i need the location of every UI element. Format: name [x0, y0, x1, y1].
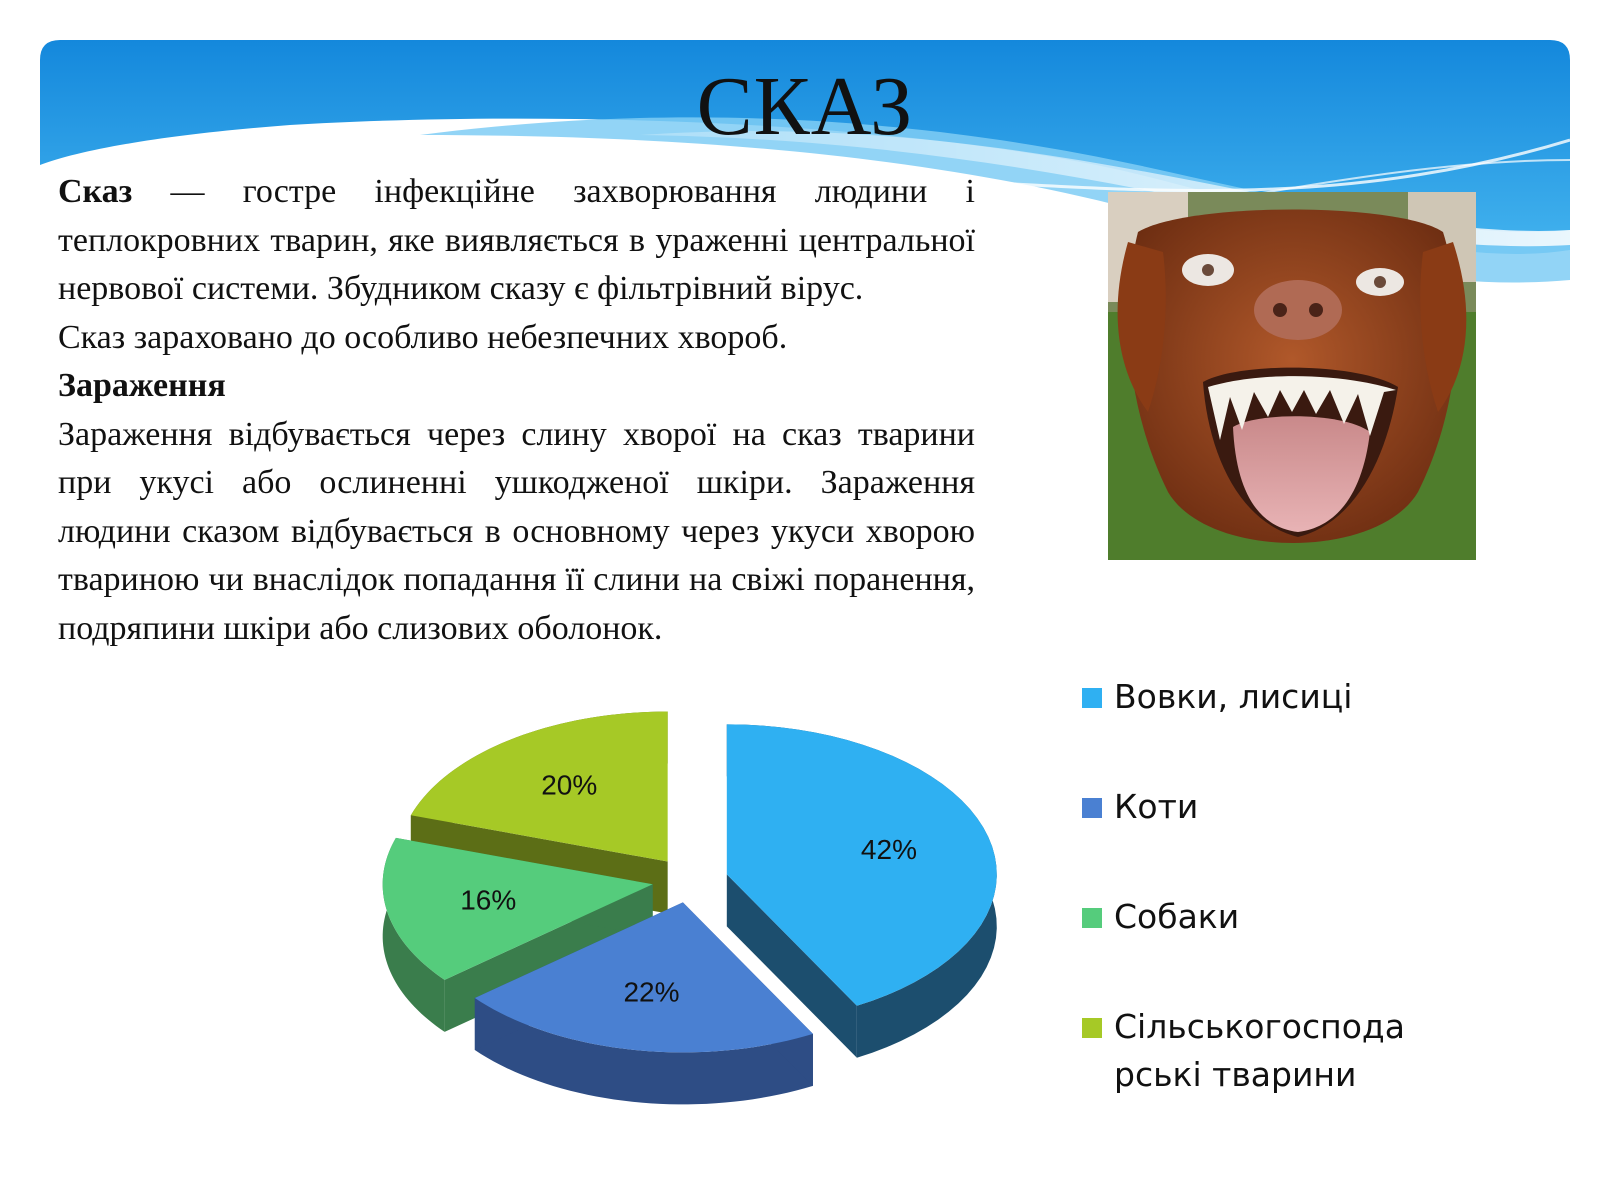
legend-swatch-2: [1082, 798, 1102, 818]
paragraph-danger: Сказ зараховано до особливо небезпечних хвороб.: [58, 318, 788, 356]
legend-swatch-1: [1082, 688, 1102, 708]
legend-label-4: Сільськогоспода: [1114, 1007, 1405, 1046]
pie-data-label-4: 20%: [541, 769, 598, 801]
pie-data-label-2: 22%: [623, 976, 680, 1008]
pie-data-label-1: 42%: [860, 834, 917, 866]
legend-label-2: Коти: [1114, 787, 1199, 826]
chart-legend: [1082, 677, 1405, 1094]
paragraph-infection: Зараження відбувається через слину хворої на сказ тварини при укусі або ослиненні ушкодженої шкіри. Зараження людини сказом відбувається в основному через укуси хворою твариною чи внаслідок попадання її слини на свіжі поранення, подряпини шкіри або слизових оболонок.: [58, 415, 975, 647]
slide-title: СКАЗ: [696, 60, 914, 153]
pie-data-label-3: 16%: [460, 884, 517, 916]
section-heading-infection: Зараження: [58, 367, 226, 404]
legend-label-3: Собаки: [1114, 897, 1240, 936]
legend-swatch-3: [1082, 908, 1102, 928]
legend-label-4: рські тварини: [1114, 1055, 1357, 1094]
legend-label-1: Вовки, лисиці: [1114, 677, 1353, 716]
legend-swatch-4: [1082, 1018, 1102, 1038]
term-bold: Сказ: [58, 173, 133, 210]
paragraph-definition: Сказ — гостре інфекційне захворювання людини і теплокровних тварин, яке виявляється в ураженні центральної нервової системи. Збудником сказу є фільтрівний вірус.: [58, 173, 975, 307]
